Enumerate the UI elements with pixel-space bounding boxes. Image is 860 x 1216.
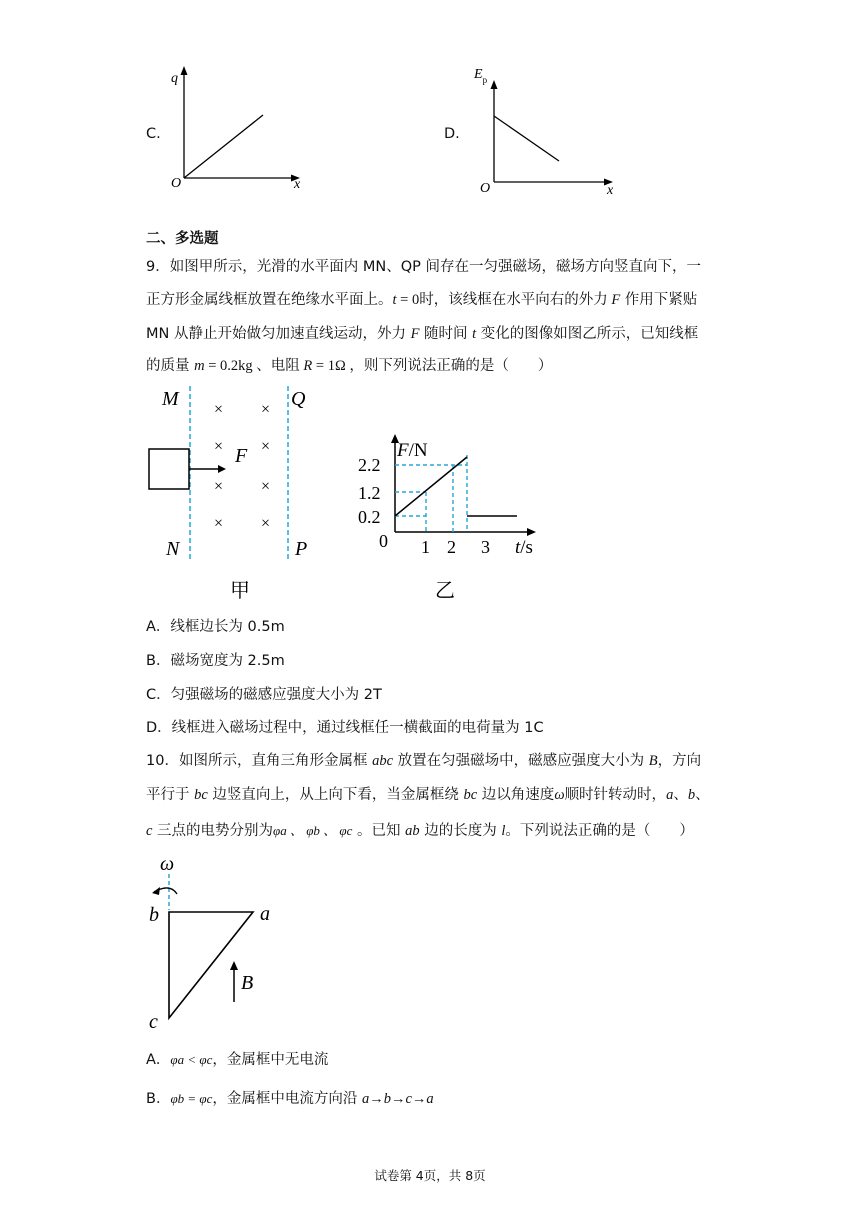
caption-yi: 乙 <box>435 580 455 602</box>
wire-frame <box>149 449 189 489</box>
svg-text:×: × <box>261 515 271 532</box>
graph-d-origin: O <box>480 181 491 196</box>
caption-jia: 甲 <box>230 580 250 602</box>
vertex-c: c <box>149 1011 158 1033</box>
svg-text:×: × <box>214 438 224 455</box>
label-Q: Q <box>291 388 306 410</box>
svg-text:×: × <box>214 478 224 495</box>
q9-option-b: B．磁场宽度为 2.5m <box>146 653 285 669</box>
graph-c <box>160 60 310 195</box>
q9-option-d: D．线框进入磁场过程中，通过线框任一横截面的电荷量为 1C <box>146 720 544 736</box>
graph-c-line <box>184 115 263 178</box>
q10-line1: 10．如图所示，直角三角形金属框 abc 放置在匀强磁场中，磁感应强度大小为 B，方向 <box>146 753 702 769</box>
xtick-1: 1 <box>421 537 430 557</box>
q10-line3: c 三点的电势分别为φa 、 φb 、 φc 。已知 ab 边的长度为 l。下列说法正确的是（ ） <box>146 823 694 839</box>
graph-d-ylabel: $E_p$ <box>474 67 488 85</box>
xlabel: t/s <box>515 537 533 558</box>
q9-line3: MN 从静止开始做匀加速直线运动，外力 F 随时间 t 变化的图像如图乙所示，已知线框 <box>146 326 699 342</box>
field-label-B: B <box>241 972 254 994</box>
label-M: M <box>162 388 179 410</box>
q9-line2: 正方形金属线框放置在绝缘水平面上。t = 0时，该线框在水平向右的外力 F 作用下紧贴 <box>146 292 698 308</box>
svg-text:×: × <box>214 515 224 532</box>
xtick-3: 3 <box>481 537 490 557</box>
q10-line2: 平行于 bc 边竖直向上，从上向下看，当金属框绕 bc 边以角速度ω顺时针转动时，a、b、 <box>146 787 710 803</box>
graph-c-xlabel: x <box>294 177 301 192</box>
label-P: P <box>295 538 308 560</box>
origin-label: 0 <box>379 531 388 551</box>
omega-label: ω <box>160 853 175 875</box>
option-c-label: C. <box>146 126 161 142</box>
figure-jia <box>140 380 340 610</box>
ylabel: F/N <box>397 440 428 461</box>
vertex-b: b <box>149 904 159 926</box>
q9-option-c: C．匀强磁场的磁感应强度大小为 2T <box>146 687 382 703</box>
xtick-2: 2 <box>447 537 456 557</box>
q10-option-a: A．φa < φc，金属框中无电流 <box>146 1052 329 1068</box>
graph-d-line <box>494 116 559 161</box>
q10-option-b: B．φb = φc，金属框中电流方向沿 a→b→c→a <box>146 1091 434 1107</box>
figure-triangle <box>140 850 290 1035</box>
ytick-2.2: 2.2 <box>358 455 381 475</box>
svg-text:×: × <box>261 401 271 418</box>
option-d-label: D. <box>444 126 460 142</box>
label-N: N <box>166 538 180 560</box>
graph-d <box>470 62 625 197</box>
graph-c-ylabel: q <box>171 71 178 86</box>
ytick-1.2: 1.2 <box>358 483 381 503</box>
svg-text:×: × <box>214 401 224 418</box>
graph-d-ylabel-sub: p <box>482 75 488 85</box>
triangle-frame <box>169 912 253 1018</box>
section-title: 二、多选题 <box>146 231 219 247</box>
ytick-0.2: 0.2 <box>358 507 381 527</box>
graph-d-xlabel: x <box>607 183 614 197</box>
force-ramp <box>395 457 467 516</box>
q9-option-a: A．线框边长为 0.5m <box>146 619 285 635</box>
label-F: F <box>235 445 248 467</box>
q9-line4: 的质量 m = 0.2kg 、电阻 R = 1Ω ，则下列说法正确的是（ ） <box>146 358 553 374</box>
vertex-a: a <box>260 903 270 925</box>
graph-c-origin: O <box>171 176 182 191</box>
page-footer: 试卷第 4页，共 8页 <box>374 1168 486 1183</box>
svg-text:×: × <box>261 438 271 455</box>
q9-line1: 9．如图甲所示，光滑的水平面内 MN、QP 间存在一匀强磁场，磁场方向竖直向下，一 <box>146 259 701 275</box>
svg-text:×: × <box>261 478 271 495</box>
figure-yi <box>350 420 550 610</box>
